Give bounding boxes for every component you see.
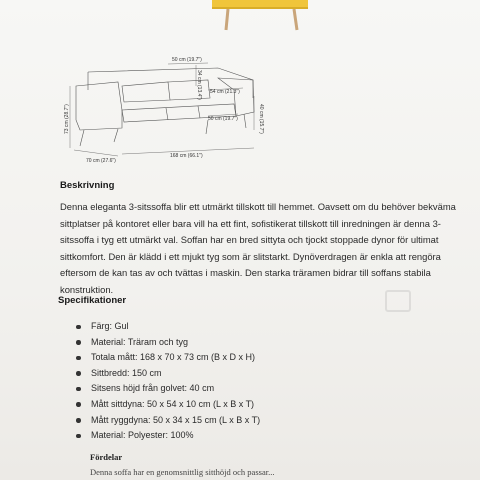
- dim-depth: 70 cm (27.6"): [86, 158, 116, 164]
- spec-item: Sitsens höjd från golvet: 40 cm: [76, 381, 260, 397]
- dim-seat-front: 50 cm (19.7"): [208, 116, 238, 122]
- fordelar-text: Denna soffa har en genomsnittlig sitthöjd och passar...: [90, 467, 275, 477]
- dim-seat-width: 50 cm (19.7"): [172, 57, 202, 63]
- sofa-product-image: [210, 0, 310, 34]
- dim-back-height: 34 cm (13.4"): [196, 70, 202, 100]
- spec-item: Färg: Gul: [76, 319, 260, 335]
- dim-seat-height: 40 cm (15.7"): [258, 104, 264, 134]
- spec-item: Mått sittdyna: 50 x 54 x 10 cm (L x B x T): [76, 397, 260, 413]
- description-text: Denna eleganta 3-sitssoffa blir ett utmärkt tillskott till hemmet. Oavsett om du behöver bekväma sittplatser på kontoret eller bara vill ha ett fint, sofistikerat tillskott till inredningen är denna 3-sitssoffa i tyg ett utmärkt val. Soffan har en bred sittyta och tjockt stoppade dynor för ultimat sittkomfort. Den är klädd i ett mjukt tyg som är slitstarkt. Dynöverdragen är enkla att rengöra eftersom de kan tas av och tvättas i maskin. Den starka träramen bidrar till soffans stabila konstruktion.: [60, 201, 456, 295]
- spec-item: Material: Träram och tyg: [76, 335, 260, 351]
- description-heading: Beskrivning: [60, 180, 115, 191]
- specifications-list: [76, 319, 260, 444]
- spec-item: Sittbredd: 150 cm: [76, 366, 260, 382]
- spec-item: Material: Polyester: 100%: [76, 428, 260, 444]
- fordelar-heading: Fördelar: [90, 452, 123, 462]
- dim-total-width: 168 cm (66.1"): [170, 153, 203, 159]
- specifications-heading: Specifikationer: [58, 295, 127, 306]
- sofa-dimension-diagram: [58, 50, 280, 168]
- dim-seat-depth: 54 cm (21.3"): [210, 89, 240, 95]
- spec-item: Totala mått: 168 x 70 x 73 cm (B x D x H): [76, 350, 260, 366]
- dim-height: 73 cm (28.7"): [64, 104, 70, 134]
- spec-item: Mått ryggdyna: 50 x 34 x 15 cm (L x B x T): [76, 413, 260, 429]
